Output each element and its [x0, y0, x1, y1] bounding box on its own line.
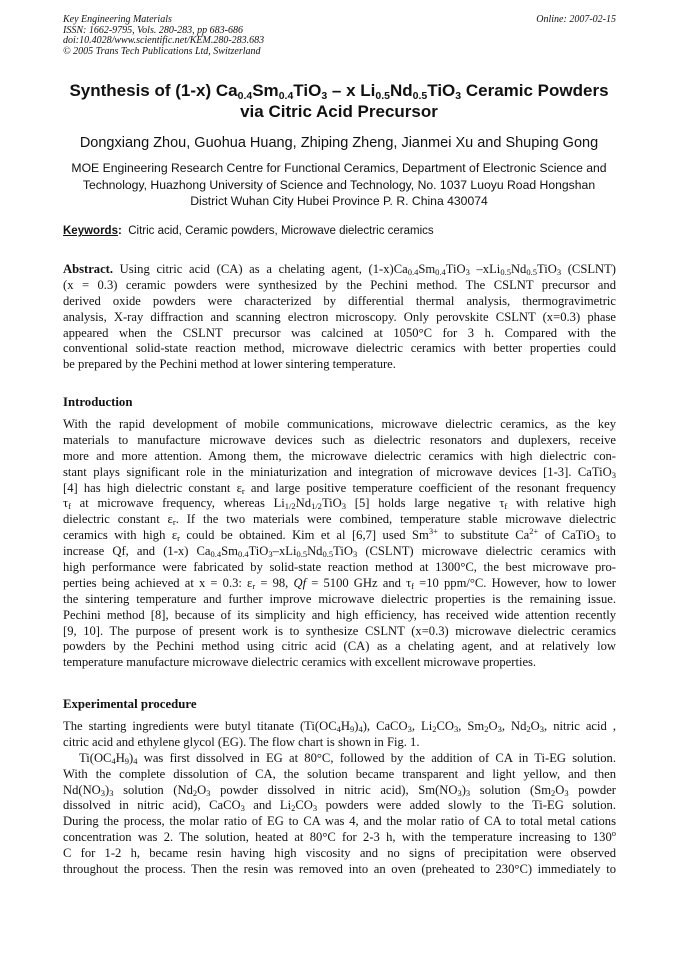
- introduction-body: With the rapid development of mobile communications, microwave dielectric ceramics, as the key materials to manufacture microwave devices such as dielectric resonators and duplexers, receive more and more attention. Among them, the microwave dielectric ceramics with high dielectric con- stant plays significant role in the miniaturization and integration of microwave devices [1-3]. CaTiO$_3$ [4] has high dielectric constant $\varepsilon_r$ and large positive temperature coefficient of the resonant frequency $\tau_f$ at microwave frequency, whereas $Li_{1/2}Nd_{1/2}TiO_3$ [5] holds large negative $\tau_f$ with relative high dielectric constant $\varepsilon_r$. If the two materials were combined, temperature stable microwave dielectric ceramics with high $\varepsilon_r$ could be obtained. Kim et al [6,7] used $Sm^{3+}$ to substitute $Ca^{2+}$ of CaTiO$_3$ to increase Qf, and (1-x) $Ca_{0.4}Sm_{0.4}TiO_3-xLi_{0.5}Nd_{0.5}TiO_3$ (CSLNT) microwave dielectric ceramics with high performance were fabricated by solid-state reaction method at 1300°C, the best microwave pro- perties being achieved at x = 0.3: $\varepsilon_r = 98$, Qf = 5100 GHz and $\tau_f =10$ ppm/°C. However, how to lower the sintering temperature and further improve microwave dielectric properties is the remaining issue. Pechini method [8], because of its simplicity and high efficiency, has received wide attention recently [9, 10]. The purpose of present work is to synthesize CSLNT (x=0.3) microwave dielectric ceramics powders by the Pechini method using citric acid (CA) as a chelating agent, and at relatively low temperature manufacture microwave dielectric ceramics with excellent microwave properties.: [63, 417, 616, 670]
- doi-line: doi:10.4028/www.scientific.net/KEM.280-283.683: [63, 35, 265, 46]
- paper-title: [40, 80, 638, 122]
- journal-header: [63, 15, 616, 57]
- copyright-line: © 2005 Trans Tech Publications Ltd, Switzerland: [63, 45, 261, 57]
- abstract-label: Abstract.: [63, 262, 114, 276]
- title-line-2: via Citric Acid Precursor: [240, 102, 438, 121]
- author-list: Dongxiang Zhou, Guohua Huang, Zhiping Zheng, Jianmei Xu and Shuping Gong: [79, 135, 599, 151]
- experimental-heading: Experimental procedure: [63, 697, 197, 711]
- keywords-label: Keywords: [63, 225, 118, 237]
- keywords-text: Citric acid, Ceramic powders, Microwave dielectric ceramics: [128, 225, 434, 237]
- experimental-body: The starting ingredients were butyl titanate $(Ti(OC_4H_9)_4)$, CaCO$_3$, $Li_2CO_3$, $Sm_2O_3$, $Nd_2O_3$, nitric acid , citric acid and ethylene glycol (EG). The flow chart is shown in Fig. 1. $Ti(OC_4H_9)_4$ was first dissolved in EG at 80°C, followed by the addition of CA in Ti-EG solution. With the complete dissolution of CA, the solution became transparent and light yellow, and then $Nd(NO_3)_3$ solution ($Nd_2O_3$ powder dissolved in nitric acid), $Sm(NO_3)_3$ solution ($Sm_2O_3$ powder dissolved in nitric acid), CaCO$_3$ and $Li_2CO_3$ powders were added slowly to the Ti-EG solution. During the process, the molar ratio of EG to CA was 4, and the molar ratio of CA to total metal cations concentration was 2. The solution, heated at 80°C for 2-3 h, with the temperature increasing to 130$^o$ C for 1-2 h, became resin having high viscosity and no signs of precipitation were observed throughout the process. Then the resin was removed into an oven (preheated to 230°C) immediately to: [63, 719, 616, 877]
- online-date: Online: 2007-02-15: [536, 14, 616, 25]
- affiliation: MOE Engineering Research Centre for Functional Ceramics, Department of Electronic Science and Technology, Huazhong University of Science and Technology, No. 1037 Luoyu Road Hongshan District Wuhan City Hubei Province P. R. China 430074: [71, 161, 607, 208]
- introduction-heading: Introduction: [63, 395, 133, 409]
- title-line-1: Synthesis of (1-x) $Ca_{0.4}Sm_{0.4}TiO_3$ – x $Li_{0.5}Nd_{0.5}TiO_3$ Ceramic Powders: [69, 81, 609, 102]
- abstract: Abstract. Using citric acid (CA) as a chelating agent, $(1-x)Ca_{0.4}Sm_{0.4}TiO_3$ $-xLi_{0.5}Nd_{0.5}TiO_3$ (CSLNT) (x = 0.3) ceramic powders were synthesized by the Pechini method. The CSLNT precursor and derived oxide powders were characterized by differential thermal analysis, thermogravimetric analysis, X-ray diffraction and scanning electron microscopy. Only perovskite CSLNT (x=0.3) phase appeared when the CSLNT precursor was calcined at 1050°C for 3 h. Compared with the conventional solid-state reaction method, microwave dielectric ceramics with better properties could be prepared by the Pechini method at lower sintering temperature.: [63, 262, 617, 372]
- keywords: Keywords: Citric acid, Ceramic powders, Microwave dielectric ceramics: [63, 225, 434, 237]
- journal-name: Key Engineering Materials: [63, 14, 172, 25]
- issn-line: ISSN: 1662-9795, Vols. 280-283, pp 683-686: [63, 24, 243, 36]
